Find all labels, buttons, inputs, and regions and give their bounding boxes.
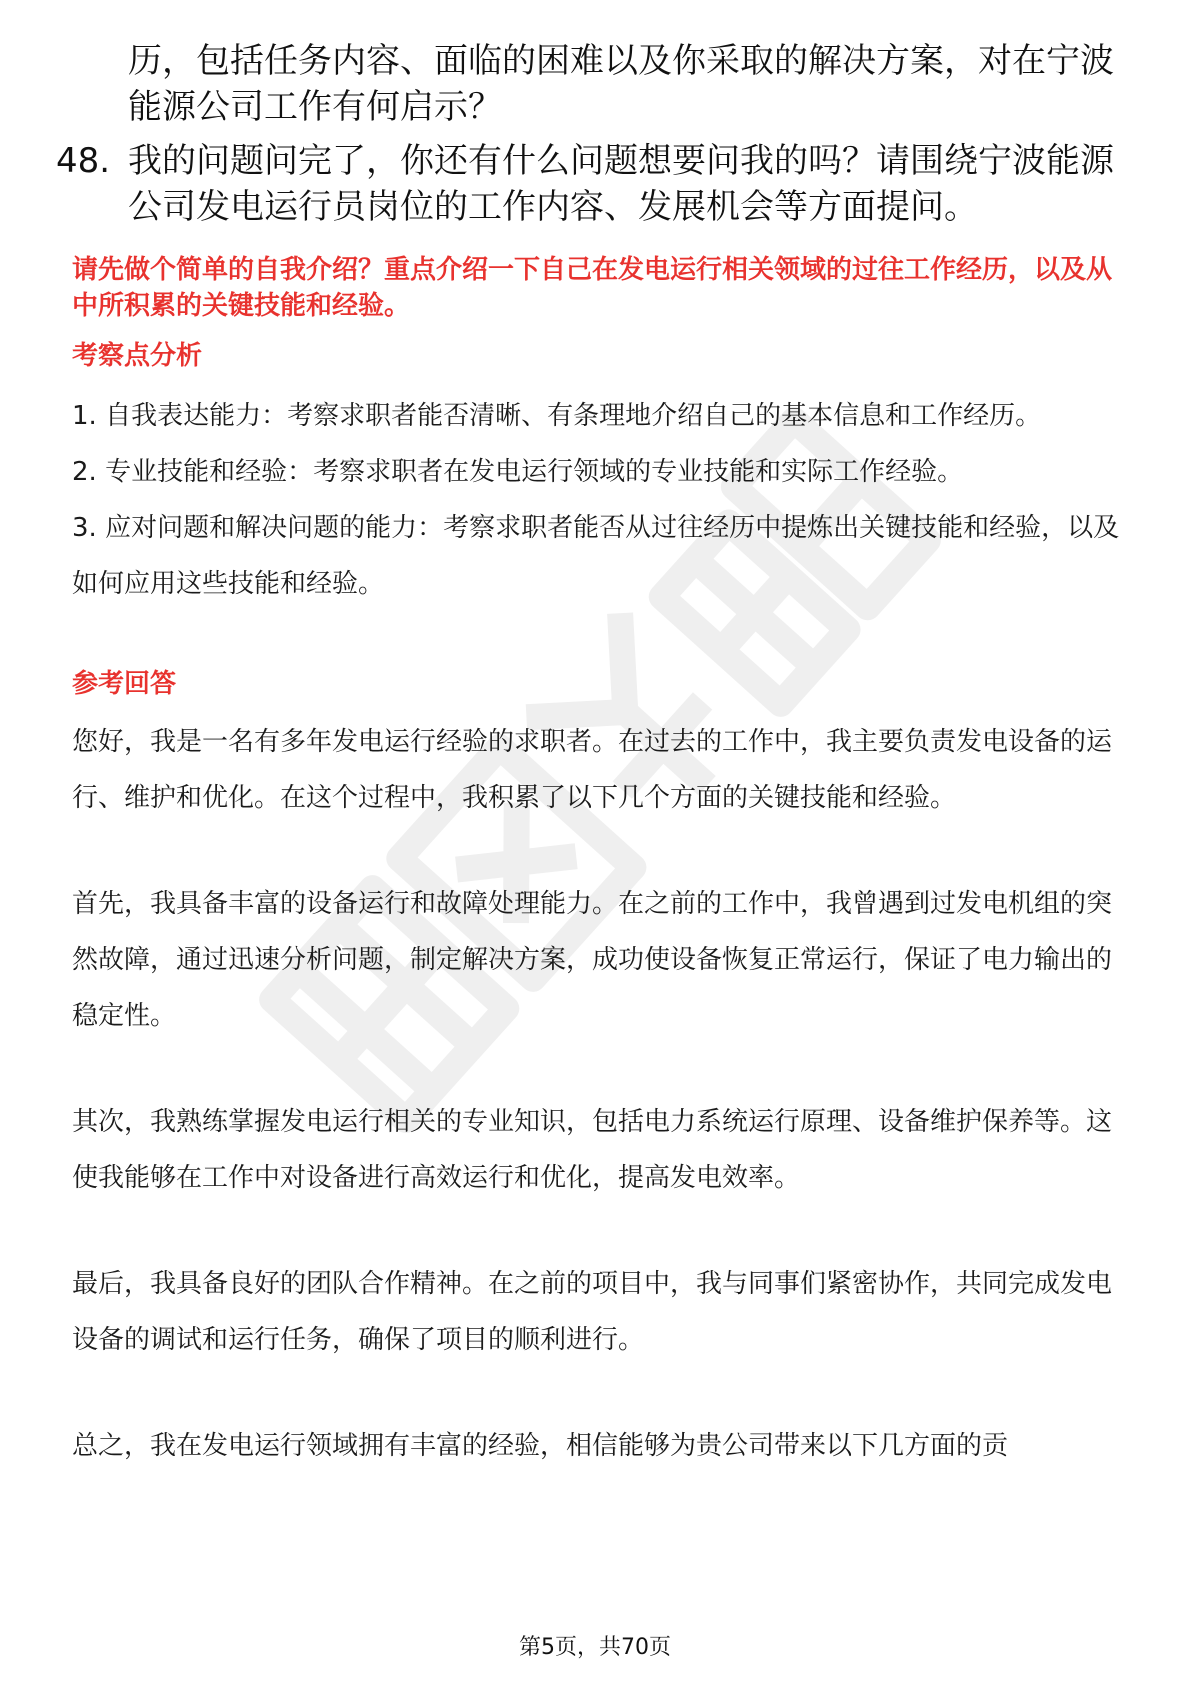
- analysis-item: 3. 应对问题和解决问题的能力：考察求职者能否从过往经历中提炼出关键技能和经验，以及如何应用这些技能和经验。: [72, 513, 1120, 599]
- question-text: 历，包括任务内容、面临的困难以及你采取的解决方案，对在宁波能源公司工作有何启示？: [128, 41, 1114, 127]
- analysis-section: [72, 338, 1127, 612]
- answer-heading: 参考回答: [72, 669, 177, 699]
- question-title-block: [72, 252, 1127, 324]
- answer-paragraph: 其次，我熟练掌握发电运行相关的专业知识，包括电力系统运行原理、设备维护保养等。这使我能够在工作中对设备进行高效运行和优化，提高发电效率。: [72, 1107, 1113, 1193]
- question-title: 请先做个简单的自我介绍？重点介绍一下自己在发电运行相关领域的过往工作经历，以及从中所积累的关键技能和经验。: [72, 255, 1113, 321]
- question-item-47-continued: [56, 38, 1136, 130]
- answer-section: [72, 666, 1127, 1474]
- answer-paragraph: 最后，我具备良好的团队合作精神。在之前的项目中，我与同事们紧密协作，共同完成发电设备的调试和运行任务，确保了项目的顺利进行。: [72, 1269, 1113, 1355]
- analysis-item: 2. 专业技能和经验：考察求职者在发电运行领域的专业技能和实际工作经验。: [72, 457, 964, 487]
- answer-paragraph: 首先，我具备丰富的设备运行和故障处理能力。在之前的工作中，我曾遇到过发电机组的突然故障，通过迅速分析问题，制定解决方案，成功使设备恢复正常运行，保证了电力输出的稳定性。: [72, 889, 1113, 1031]
- analysis-item: 1. 自我表达能力：考察求职者能否清晰、有条理地介绍自己的基本信息和工作经历。: [72, 401, 1042, 431]
- question-number: 48.: [56, 141, 111, 181]
- answer-paragraph: 总之，我在发电运行领域拥有丰富的经验，相信能够为贵公司带来以下几方面的贡: [72, 1431, 1009, 1461]
- analysis-heading: 考察点分析: [72, 341, 203, 371]
- question-item-48: [56, 138, 1136, 230]
- answer-paragraph: 您好，我是一名有多年发电运行经验的求职者。在过去的工作中，我主要负责发电设备的运行、维护和优化。在这个过程中，我积累了以下几个方面的关键技能和经验。: [72, 727, 1113, 813]
- question-text: 我的问题问完了，你还有什么问题想要问我的吗？请围绕宁波能源公司发电运行员岗位的工作内容、发展机会等方面提问。: [128, 141, 1114, 227]
- question-list: [56, 38, 1136, 230]
- page-number: 第5页，共70页: [519, 1635, 671, 1660]
